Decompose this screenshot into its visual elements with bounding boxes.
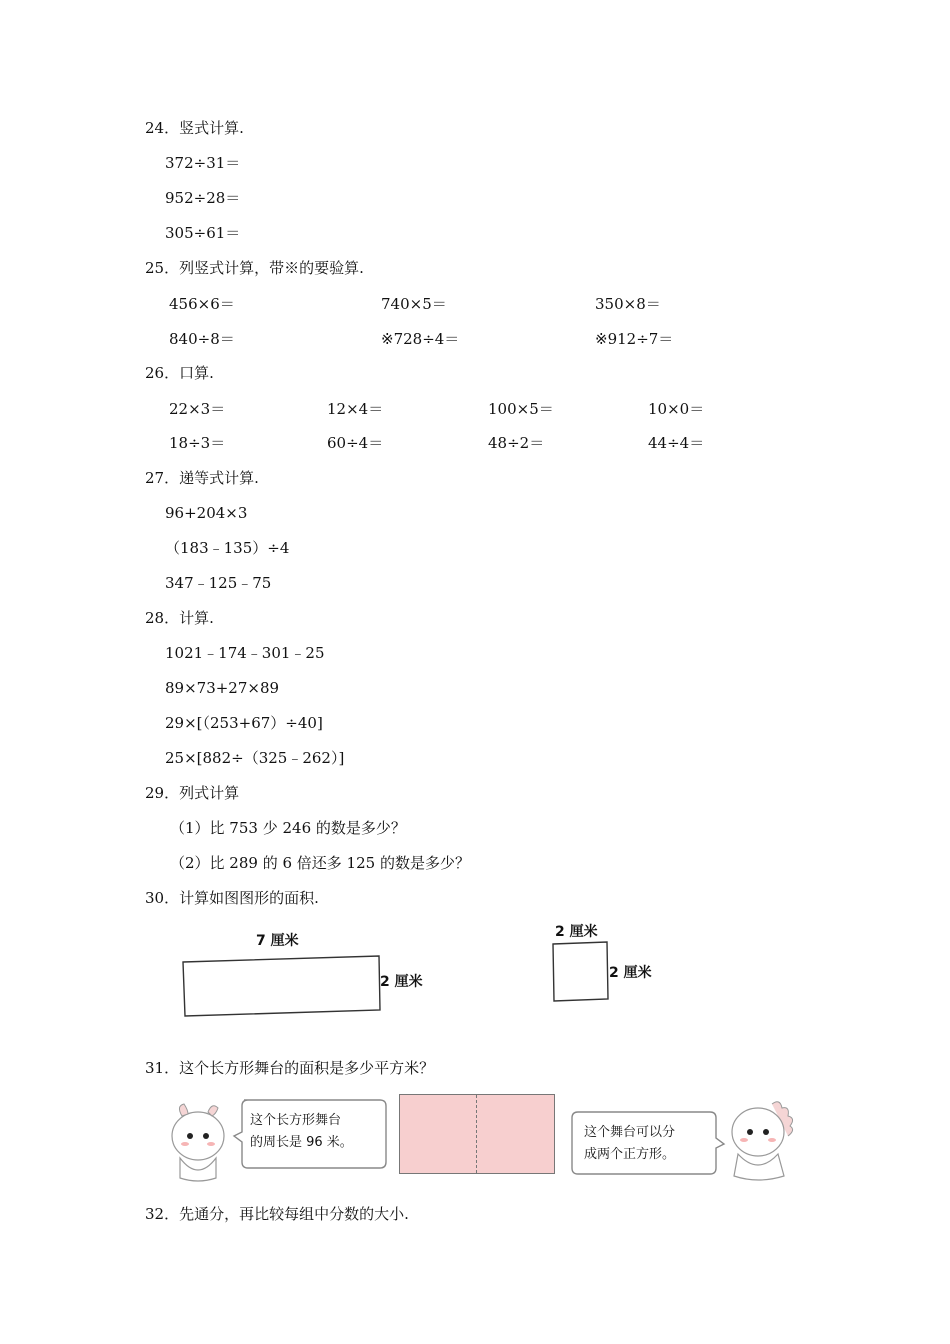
q30-rectangle-figure bbox=[160, 918, 460, 1028]
q32-title: 32．先通分，再比较每组中分数的大小. bbox=[145, 1205, 409, 1223]
q24-item-1: 372÷31＝ bbox=[165, 154, 241, 172]
q24-item-2: 952÷28＝ bbox=[165, 189, 241, 207]
q26-r1-c1: 22×3＝ bbox=[169, 400, 226, 418]
bubble-left-line-2: 的周长是 96 米。 bbox=[250, 1135, 353, 1150]
cartoon-dinosaur-left-icon bbox=[160, 1090, 240, 1185]
q26-r1-c3: 100×5＝ bbox=[488, 400, 554, 418]
rect-width-label: 2 厘米 bbox=[380, 974, 423, 990]
q26-r2-c4: 44÷4＝ bbox=[648, 434, 705, 452]
q29-item-2: （2）比 289 的 6 倍还多 125 的数是多少？ bbox=[170, 854, 470, 872]
q30-square-figure bbox=[545, 920, 675, 1010]
q27-item-1: 96+204×3 bbox=[165, 504, 248, 522]
q26-title: 26．口算. bbox=[145, 364, 214, 382]
q27-title: 27．递等式计算. bbox=[145, 469, 259, 487]
q26-r2-c1: 18÷3＝ bbox=[169, 434, 226, 452]
bubble-right-line-2: 成两个正方形。 bbox=[584, 1147, 676, 1162]
rect-length-label: 7 厘米 bbox=[256, 933, 299, 949]
q25-title: 25．列竖式计算，带※的要验算. bbox=[145, 259, 364, 277]
square-top-label: 2 厘米 bbox=[555, 924, 598, 940]
square-side-label: 2 厘米 bbox=[609, 965, 652, 981]
q26-r2-c3: 48÷2＝ bbox=[488, 434, 545, 452]
q29-title: 29．列式计算 bbox=[145, 784, 240, 802]
q28-item-4: 25×[882÷（325﹣262）] bbox=[165, 749, 345, 767]
q25-r1-c1: 456×6＝ bbox=[169, 295, 235, 313]
q31-stage-figure bbox=[160, 1088, 800, 1188]
q27-item-3: 347﹣125﹣75 bbox=[165, 574, 272, 592]
q29-item-1: （1）比 753 少 246 的数是多少？ bbox=[170, 819, 406, 837]
q28-item-1: 1021﹣174﹣301﹣25 bbox=[165, 644, 325, 662]
q25-r1-c2: 740×5＝ bbox=[381, 295, 447, 313]
q25-r2-c1: 840÷8＝ bbox=[169, 330, 235, 348]
q26-r2-c2: 60÷4＝ bbox=[327, 434, 384, 452]
q31-title: 31．这个长方形舞台的面积是多少平方米？ bbox=[145, 1059, 435, 1077]
q25-r2-c3: ※912÷7＝ bbox=[595, 330, 674, 348]
stage-divider-line bbox=[476, 1095, 477, 1173]
q24-item-3: 305÷61＝ bbox=[165, 224, 241, 242]
q28-item-2: 89×73+27×89 bbox=[165, 679, 280, 697]
q27-item-2: （183﹣135）÷4 bbox=[165, 539, 290, 557]
q26-r1-c4: 10×0＝ bbox=[648, 400, 705, 418]
q26-r1-c2: 12×4＝ bbox=[327, 400, 384, 418]
q28-item-3: 29×[（253+67）÷40] bbox=[165, 714, 323, 732]
stage-rectangle bbox=[399, 1094, 555, 1174]
bubble-left-line-1: 这个长方形舞台 bbox=[250, 1113, 342, 1128]
q25-r2-c2: ※728÷4＝ bbox=[381, 330, 460, 348]
cartoon-dinosaur-right-icon bbox=[720, 1090, 800, 1185]
q30-title: 30．计算如图图形的面积. bbox=[145, 889, 319, 907]
q25-r1-c3: 350×8＝ bbox=[595, 295, 661, 313]
bubble-right-line-1: 这个舞台可以分 bbox=[584, 1125, 676, 1140]
q24-title: 24．竖式计算. bbox=[145, 119, 244, 137]
q28-title: 28．计算. bbox=[145, 609, 214, 627]
